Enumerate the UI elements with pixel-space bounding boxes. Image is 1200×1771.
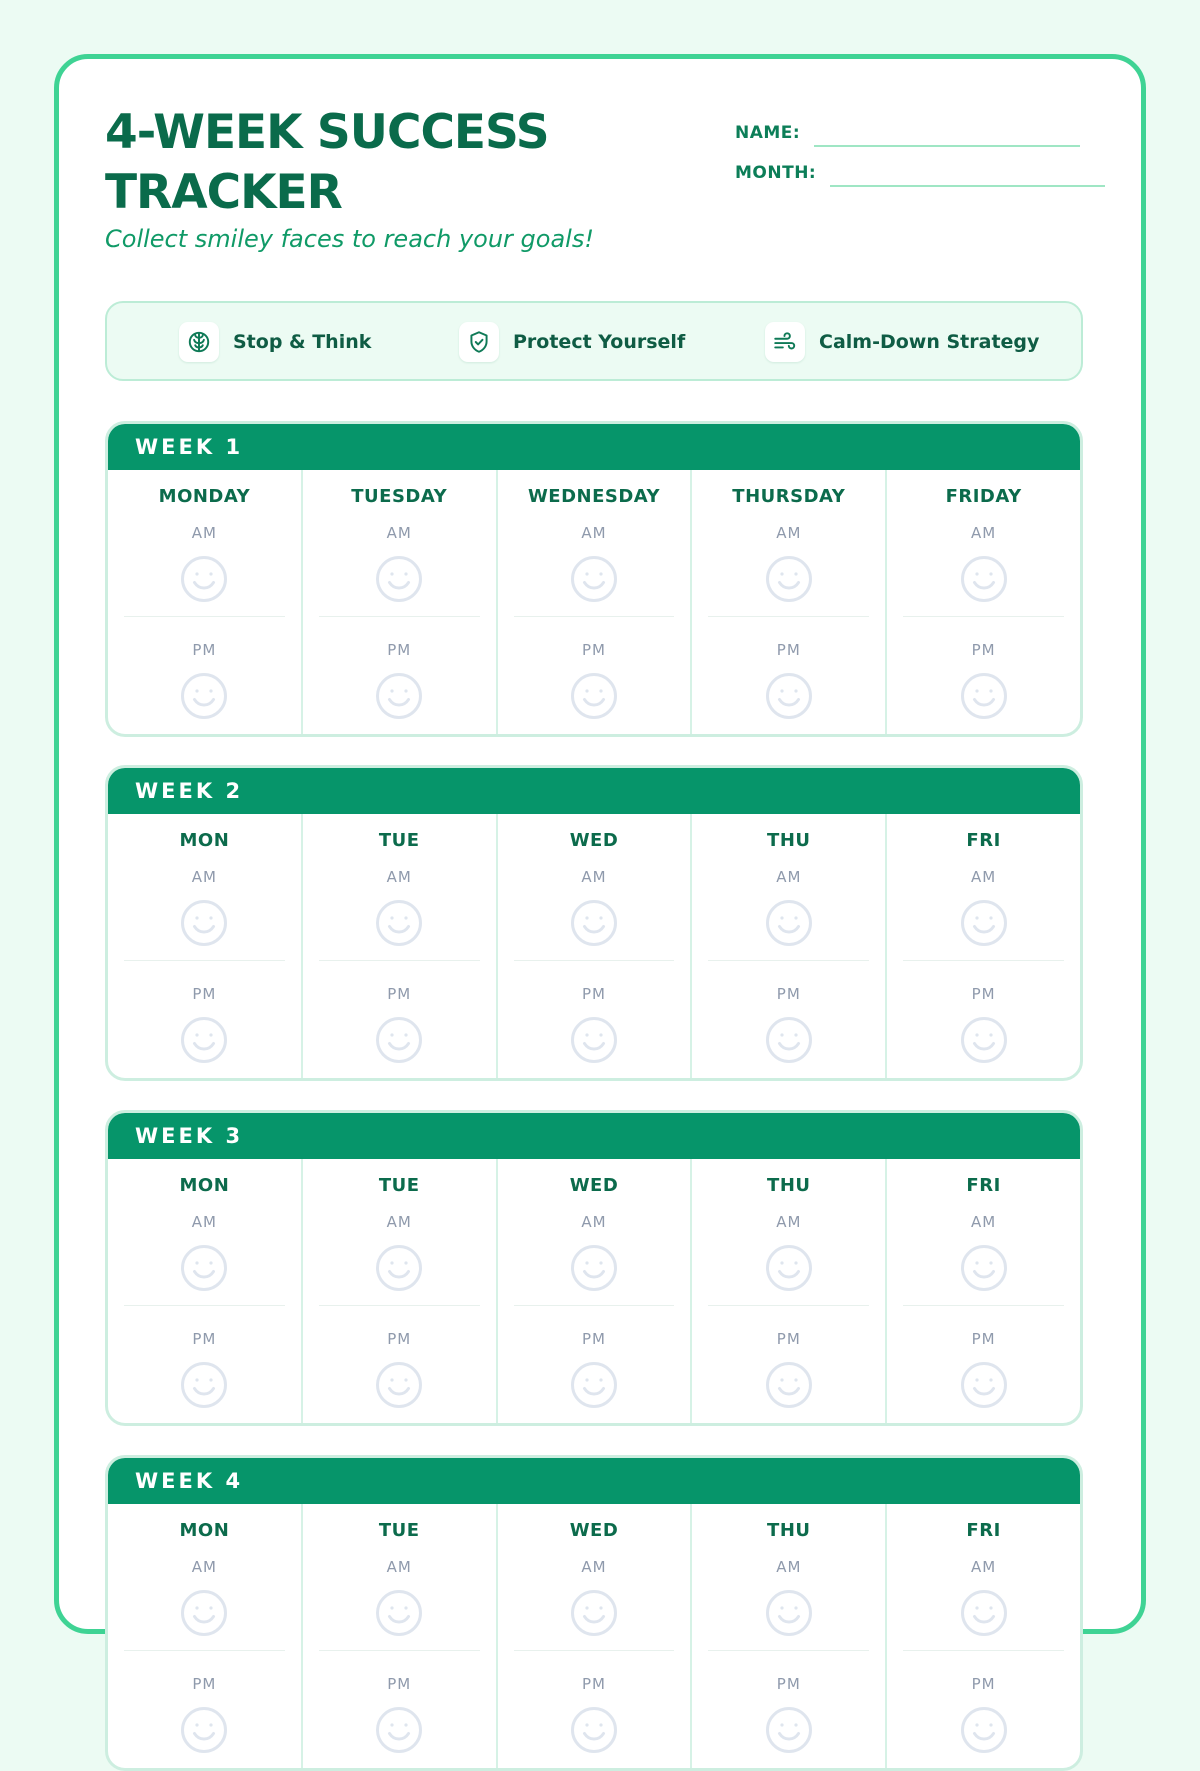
day-name: TUESDAY (351, 486, 448, 507)
legend-label: Stop & Think (233, 331, 372, 353)
slot-divider (708, 616, 869, 617)
name-input-line[interactable] (814, 144, 1080, 147)
am-label: AM (970, 1558, 997, 1576)
am-label: AM (191, 868, 217, 886)
week-days (108, 470, 1080, 734)
am-label: AM (776, 868, 802, 886)
week-header (108, 1458, 1080, 1504)
am-smiley-icon[interactable] (959, 1243, 1009, 1293)
day-name: WED (569, 1520, 619, 1541)
am-label: AM (776, 524, 802, 542)
am-label: AM (386, 868, 412, 886)
am-label: AM (386, 1213, 412, 1231)
am-label: AM (581, 868, 607, 886)
day-name: THU (767, 830, 811, 851)
day-column (301, 470, 496, 734)
am-label: AM (191, 524, 217, 542)
legend-item-protect (459, 322, 685, 362)
slot-divider (708, 1650, 869, 1651)
month-input-line[interactable] (830, 184, 1105, 187)
shield-check-icon (459, 322, 499, 362)
day-column (690, 814, 885, 1078)
day-column (690, 1504, 885, 1768)
pm-smiley-icon[interactable] (569, 1705, 619, 1755)
week-1-grid (105, 421, 1083, 737)
am-label: AM (581, 1558, 607, 1576)
am-smiley-icon[interactable] (374, 554, 424, 604)
pm-label: PM (776, 1330, 801, 1348)
am-smiley-icon[interactable] (374, 1588, 424, 1638)
day-column (301, 1504, 496, 1768)
month-field[interactable] (735, 149, 1105, 189)
am-smiley-icon[interactable] (764, 1243, 814, 1293)
day-name: MON (179, 1520, 230, 1541)
am-label: AM (581, 524, 607, 542)
day-name: WED (569, 1175, 619, 1196)
day-column (301, 1159, 496, 1423)
am-label: AM (386, 524, 412, 542)
pm-smiley-icon[interactable] (959, 1360, 1009, 1410)
am-smiley-icon[interactable] (959, 554, 1009, 604)
day-column (885, 814, 1080, 1078)
day-name: THU (767, 1520, 811, 1541)
am-label: AM (581, 1213, 607, 1231)
slot-divider (319, 1305, 480, 1306)
pm-label: PM (192, 1330, 217, 1348)
day-name: MON (179, 830, 230, 851)
week-4-grid (105, 1455, 1083, 1771)
pm-smiley-icon[interactable] (179, 1360, 229, 1410)
month-label: MONTH: (735, 163, 817, 183)
week-header (108, 424, 1080, 470)
slot-divider (514, 1650, 675, 1651)
slot-divider (708, 1305, 869, 1306)
day-column (496, 470, 691, 734)
day-column (496, 1159, 691, 1423)
page-title: 4-WEEK SUCCESS TRACKER (105, 105, 549, 220)
pm-smiley-icon[interactable] (569, 1360, 619, 1410)
week-header (108, 768, 1080, 814)
am-label: AM (191, 1213, 217, 1231)
slot-divider (124, 1650, 285, 1651)
am-label: AM (776, 1213, 802, 1231)
pm-label: PM (192, 641, 217, 659)
day-name: WEDNESDAY (527, 486, 661, 507)
am-label: AM (386, 1558, 412, 1576)
am-label: AM (970, 524, 997, 542)
legend-label: Calm-Down Strategy (819, 331, 1040, 353)
am-smiley-icon[interactable] (959, 898, 1009, 948)
pm-smiley-icon[interactable] (569, 1015, 619, 1065)
day-column (496, 814, 691, 1078)
pm-smiley-icon[interactable] (959, 671, 1009, 721)
pm-smiley-icon[interactable] (179, 671, 229, 721)
pm-label: PM (971, 641, 996, 659)
pm-label: PM (387, 985, 412, 1003)
day-name: FRI (966, 1520, 1001, 1541)
pm-smiley-icon[interactable] (764, 1360, 814, 1410)
day-name: TUE (378, 830, 420, 851)
am-smiley-icon[interactable] (764, 554, 814, 604)
pm-label: PM (776, 641, 801, 659)
day-name: THU (767, 1175, 811, 1196)
slot-divider (319, 960, 480, 961)
pm-label: PM (192, 985, 217, 1003)
week-days (108, 1159, 1080, 1423)
pm-smiley-icon[interactable] (959, 1015, 1009, 1065)
am-smiley-icon[interactable] (179, 1243, 229, 1293)
am-smiley-icon[interactable] (569, 898, 619, 948)
slot-divider (903, 1650, 1064, 1651)
info-fields (735, 109, 1105, 189)
day-column (690, 1159, 885, 1423)
pm-smiley-icon[interactable] (764, 1705, 814, 1755)
day-column (108, 1159, 301, 1423)
week-2-grid (105, 765, 1083, 1081)
am-label: AM (970, 1213, 997, 1231)
page-subtitle: Collect smiley faces to reach your goals! (105, 225, 594, 253)
pm-label: PM (971, 1330, 996, 1348)
pm-label: PM (387, 1675, 412, 1693)
pm-smiley-icon[interactable] (569, 671, 619, 721)
am-smiley-icon[interactable] (569, 554, 619, 604)
am-label: AM (191, 1558, 217, 1576)
week-title: WEEK 1 (135, 435, 244, 459)
day-name: FRI (966, 830, 1001, 851)
tracker-sheet (54, 54, 1146, 1693)
day-name: TUE (378, 1175, 420, 1196)
legend-label: Protect Yourself (513, 331, 686, 353)
day-column (496, 1504, 691, 1768)
am-smiley-icon[interactable] (179, 554, 229, 604)
slot-divider (319, 1650, 480, 1651)
slot-divider (514, 616, 675, 617)
wind-icon (765, 322, 805, 362)
am-smiley-icon[interactable] (764, 1588, 814, 1638)
pm-smiley-icon[interactable] (374, 671, 424, 721)
slot-divider (514, 960, 675, 961)
pm-smiley-icon[interactable] (764, 1015, 814, 1065)
week-days (108, 1504, 1080, 1768)
slot-divider (708, 960, 869, 961)
day-column (108, 814, 301, 1078)
day-name: THURSDAY (732, 486, 846, 507)
pm-smiley-icon[interactable] (374, 1015, 424, 1065)
am-smiley-icon[interactable] (569, 1588, 619, 1638)
legend-item-calm-down (765, 322, 1039, 362)
slot-divider (514, 1305, 675, 1306)
pm-smiley-icon[interactable] (179, 1705, 229, 1755)
strategy-legend (105, 301, 1083, 381)
pm-label: PM (971, 985, 996, 1003)
am-smiley-icon[interactable] (569, 1243, 619, 1293)
pm-smiley-icon[interactable] (179, 1015, 229, 1065)
day-column (690, 470, 885, 734)
pm-label: PM (776, 1675, 801, 1693)
day-name: FRI (966, 1175, 1001, 1196)
pm-label: PM (387, 641, 412, 659)
am-smiley-icon[interactable] (374, 898, 424, 948)
pm-smiley-icon[interactable] (959, 1705, 1009, 1755)
week-title: WEEK 2 (135, 779, 244, 803)
pm-label: PM (387, 1330, 412, 1348)
name-field[interactable] (735, 109, 1080, 149)
am-smiley-icon[interactable] (179, 1588, 229, 1638)
pm-label: PM (581, 985, 606, 1003)
slot-divider (124, 960, 285, 961)
day-column (885, 1159, 1080, 1423)
week-title: WEEK 4 (135, 1469, 244, 1493)
pm-label: PM (776, 985, 801, 1003)
slot-divider (124, 1305, 285, 1306)
day-column (108, 470, 301, 734)
pm-smiley-icon[interactable] (764, 671, 814, 721)
am-smiley-icon[interactable] (764, 898, 814, 948)
day-column (885, 470, 1080, 734)
pm-label: PM (971, 1675, 996, 1693)
pm-label: PM (581, 1330, 606, 1348)
am-smiley-icon[interactable] (374, 1243, 424, 1293)
day-name: MON (179, 1175, 230, 1196)
week-title: WEEK 3 (135, 1124, 244, 1148)
day-name: WED (569, 830, 619, 851)
pm-smiley-icon[interactable] (374, 1360, 424, 1410)
day-column (108, 1504, 301, 1768)
week-days (108, 814, 1080, 1078)
slot-divider (124, 616, 285, 617)
am-label: AM (970, 868, 997, 886)
slot-divider (903, 1305, 1064, 1306)
am-smiley-icon[interactable] (179, 898, 229, 948)
week-header (108, 1113, 1080, 1159)
day-name: MONDAY (158, 486, 251, 507)
pm-label: PM (581, 641, 606, 659)
pm-label: PM (192, 1675, 217, 1693)
brain-icon (179, 322, 219, 362)
am-smiley-icon[interactable] (959, 1588, 1009, 1638)
name-label: NAME: (735, 123, 801, 143)
week-3-grid (105, 1110, 1083, 1426)
day-name: FRIDAY (945, 486, 1022, 507)
day-column (885, 1504, 1080, 1768)
day-name: TUE (378, 1520, 420, 1541)
legend-item-stop-think (179, 322, 371, 362)
slot-divider (903, 616, 1064, 617)
day-column (301, 814, 496, 1078)
pm-label: PM (581, 1675, 606, 1693)
slot-divider (319, 616, 480, 617)
pm-smiley-icon[interactable] (374, 1705, 424, 1755)
slot-divider (903, 960, 1064, 961)
am-label: AM (776, 1558, 802, 1576)
